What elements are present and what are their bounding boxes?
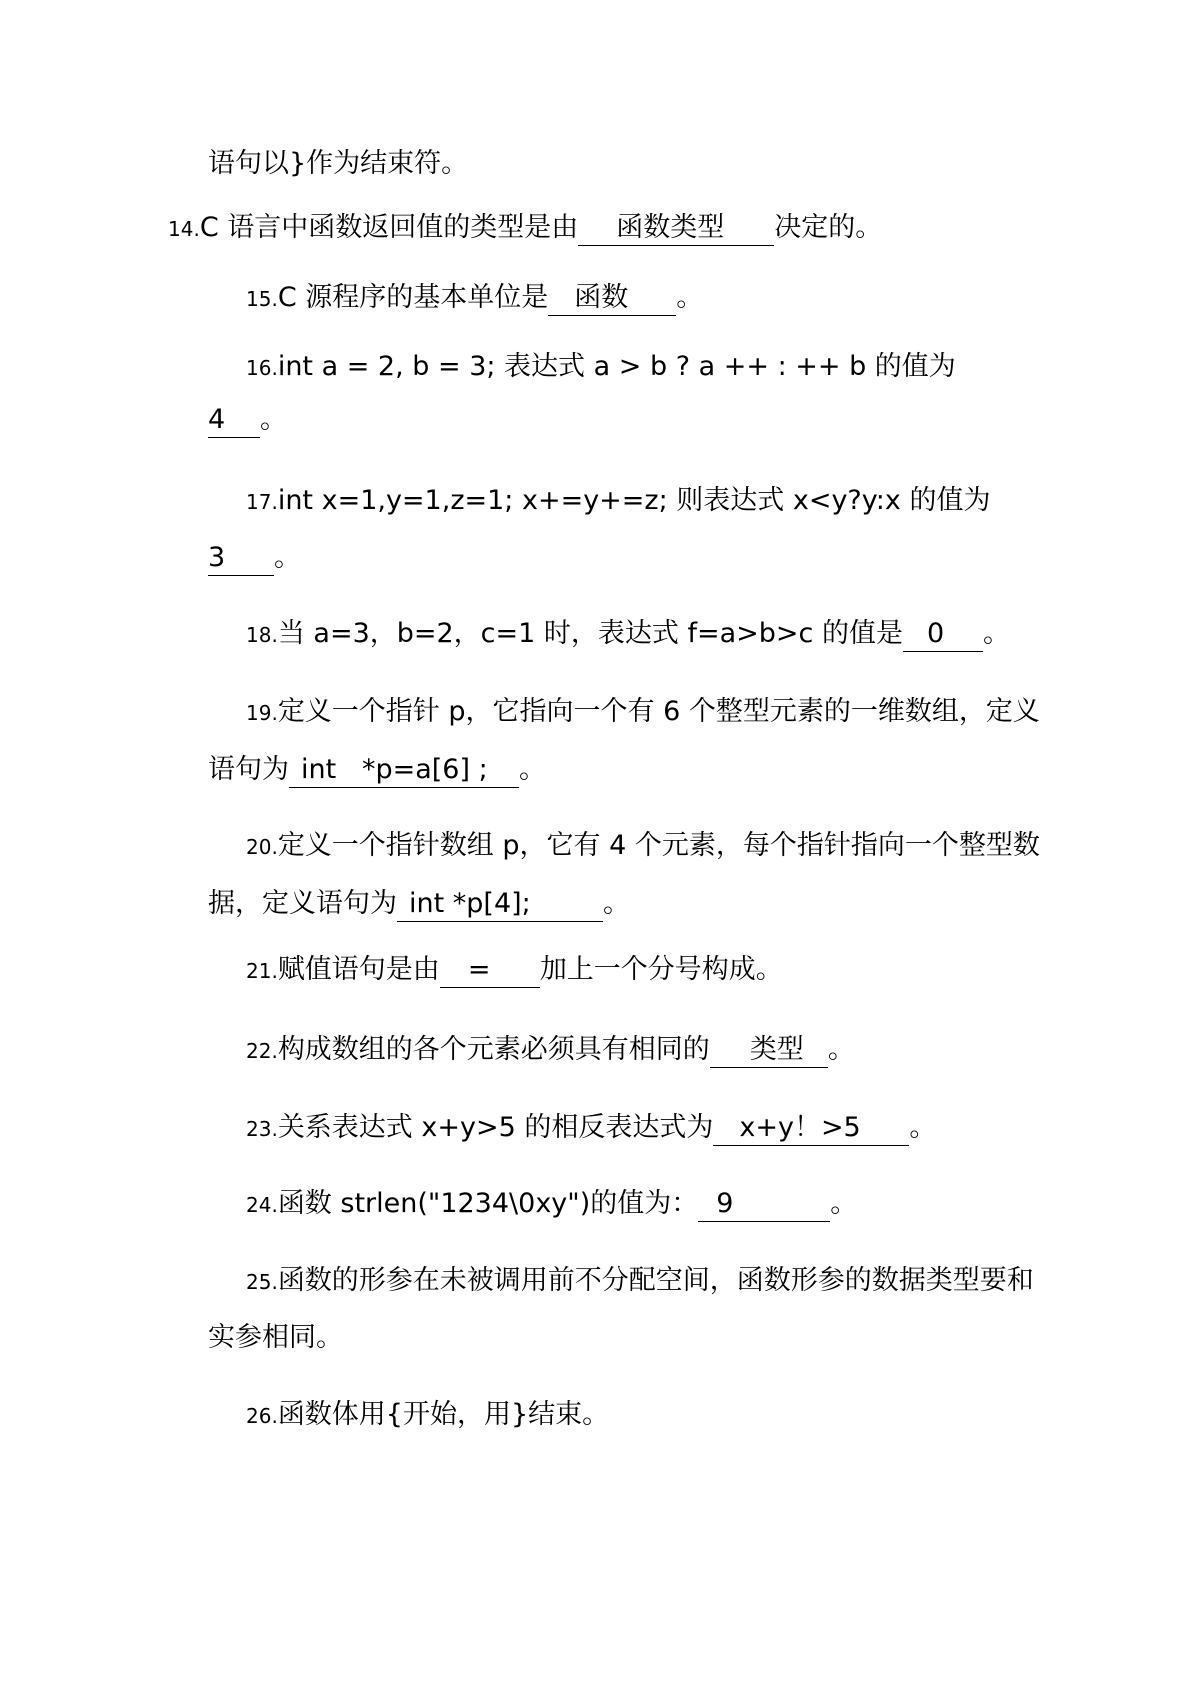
question-text-end: 。: [830, 1188, 858, 1219]
line-text: 语句以}作为结束符。: [208, 148, 469, 179]
question-number: 21.: [246, 959, 278, 983]
question-text-end: 。: [519, 754, 546, 785]
question-number: 17.: [246, 490, 278, 514]
question-text-end: 。: [676, 282, 704, 313]
question-number: 25.: [246, 1270, 278, 1294]
question-text: 关系表达式 x+y>5 的相反表达式为: [277, 1112, 714, 1143]
answer-blank: =: [440, 953, 540, 988]
question-text: 赋值语句是由: [277, 954, 440, 985]
question-text-end: 决定的。: [774, 212, 883, 243]
question-number: 18.: [246, 623, 278, 647]
text-line: [208, 144, 468, 184]
question-text-end: 。: [982, 618, 1010, 649]
question-24: [246, 1184, 857, 1224]
question-14: [168, 208, 882, 248]
question-number: 23.: [246, 1117, 278, 1141]
question-text: C 源程序的基本单位是: [277, 282, 549, 313]
question-text: 定义一个指针数组 p，它有 4 个元素，每个指针指向一个整型数: [277, 830, 1040, 861]
question-number: 22.: [246, 1039, 278, 1063]
text-line: [208, 1318, 343, 1358]
question-text: 当 a=3，b=2，c=1 时，表达式 f=a>b>c 的值是: [277, 618, 903, 649]
answer-blank: 3: [208, 541, 274, 576]
question-number: 26.: [246, 1404, 278, 1428]
question-text: int x=1,y=1,z=1; x+=y+=z; 则表达式 x<y?y:x 的值为: [277, 485, 991, 516]
question-17: [246, 481, 990, 521]
question-text-end: 。: [603, 888, 630, 919]
question-text: 定义一个指针 p，它指向一个有 6 个整型元素的一维数组，定义: [277, 696, 1040, 727]
answer-blank: int *p[4];: [397, 887, 603, 922]
question-17-answer-line: [208, 538, 301, 578]
question-19-answer-line: [208, 750, 546, 790]
question-26: [246, 1395, 609, 1435]
answer-blank: 类型: [710, 1033, 828, 1068]
answer-blank: 9: [698, 1187, 830, 1222]
question-text: 函数 strlen("1234\0xy")的值为：: [277, 1188, 699, 1219]
question-number: 20.: [246, 835, 278, 859]
question-19: [246, 692, 1040, 732]
question-23: [246, 1108, 936, 1148]
line-text: 实参相同。: [208, 1322, 343, 1353]
answer-blank: int *p=a[6] ;: [289, 753, 519, 788]
question-25: [246, 1261, 1034, 1301]
question-text: C 语言中函数返回值的类型是由: [199, 212, 579, 243]
question-16-answer-line: [208, 400, 287, 440]
question-text: 据，定义语句为: [208, 888, 397, 919]
question-21: [246, 950, 783, 990]
question-16: [246, 347, 956, 387]
question-22: [246, 1030, 855, 1070]
question-text-end: 。: [909, 1112, 937, 1143]
question-text: 函数的形参在未被调用前不分配空间，函数形参的数据类型要和: [277, 1265, 1034, 1296]
answer-blank: 函数类型: [578, 211, 774, 246]
question-number: 19.: [246, 701, 278, 725]
question-number: 24.: [246, 1193, 278, 1217]
question-text-end: 加上一个分号构成。: [539, 954, 783, 985]
answer-blank: 0: [903, 617, 983, 652]
question-text: 语句为: [208, 754, 289, 785]
question-number: 14.: [168, 217, 200, 241]
question-text: 函数体用{开始，用}结束。: [277, 1399, 610, 1430]
question-text: 构成数组的各个元素必须具有相同的: [277, 1034, 710, 1065]
question-number: 16.: [246, 356, 278, 380]
question-text-end: 。: [827, 1034, 855, 1065]
question-text: int a = 2, b = 3; 表达式 a > b ? a ++ : ++ b 的值为: [277, 351, 956, 382]
question-18: [246, 614, 1010, 654]
answer-blank: 函数: [548, 281, 676, 316]
question-number: 15.: [246, 287, 278, 311]
question-text-end: 。: [274, 542, 301, 573]
answer-blank: x+y！>5: [713, 1111, 909, 1146]
question-text-end: 。: [260, 404, 287, 435]
question-20: [246, 826, 1040, 866]
question-20-answer-line: [208, 884, 630, 924]
question-15: [246, 278, 703, 318]
answer-blank: 4: [208, 403, 260, 438]
